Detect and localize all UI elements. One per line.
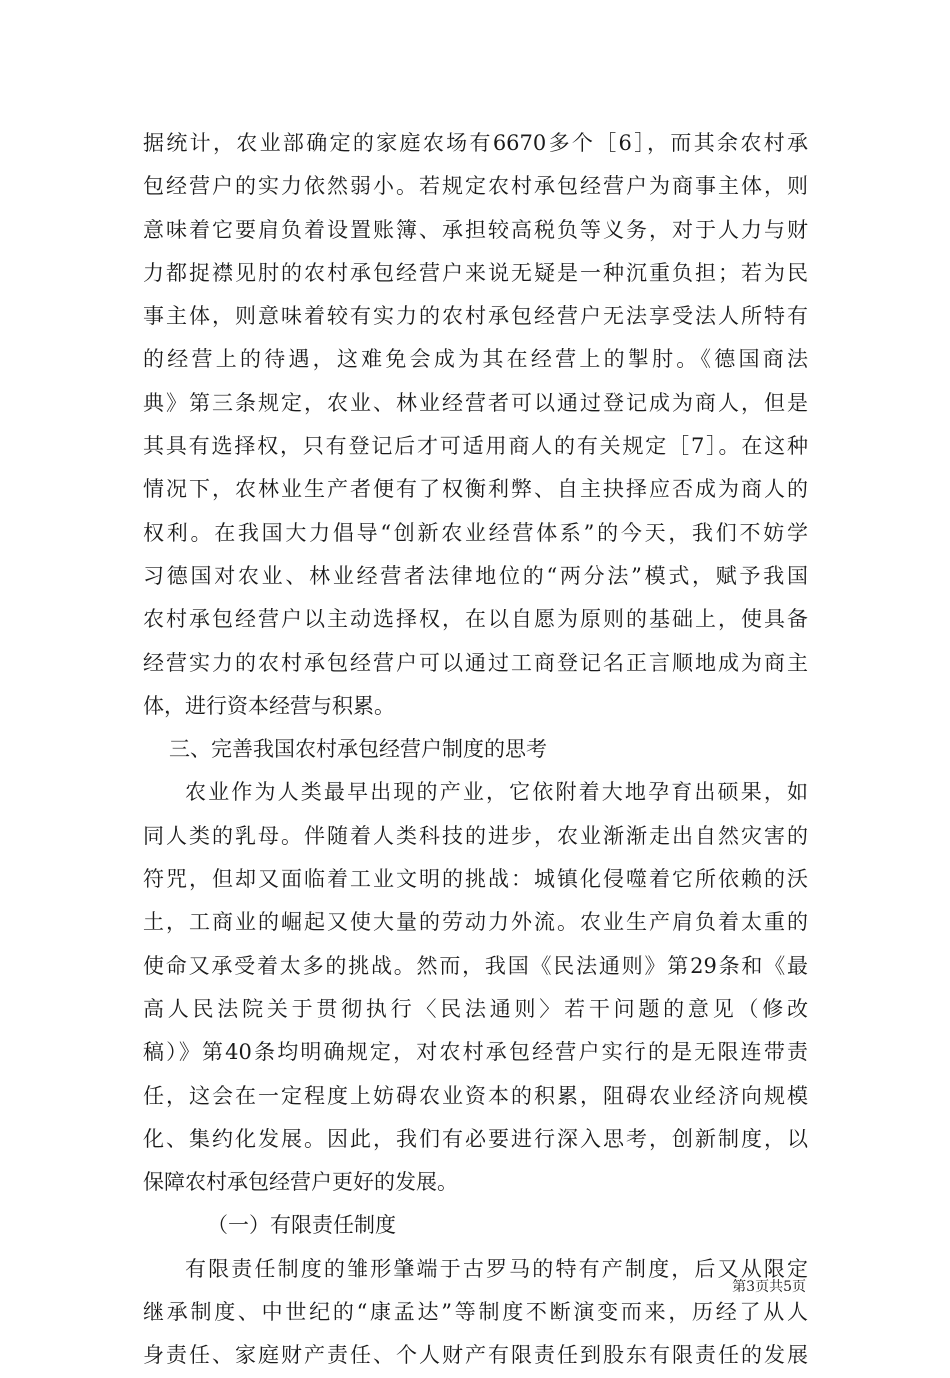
- text-line: 典》第三条规定，农业、林业经营者可以通过登记成为商人，但是: [143, 390, 808, 415]
- page-number: 第3页共5页: [732, 1279, 806, 1295]
- text-line: 有限责任制度的雏形肇端于古罗马的特有产制度，后又从限定: [185, 1256, 808, 1281]
- subsection-heading: （一）有限责任制度: [207, 1213, 396, 1238]
- text-line: 体，进行资本经营与积累。: [143, 693, 395, 718]
- text-line: 任，这会在一定程度上妨碍农业资本的积累，阻碍农业经济向规模: [143, 1083, 808, 1108]
- section-heading: 三、完善我国农村承包经营户制度的思考: [169, 737, 547, 762]
- text-line: 事主体，则意味着较有实力的农村承包经营户无法享受法人所特有: [143, 304, 808, 329]
- text-line: 保障农村承包经营户更好的发展。: [143, 1170, 458, 1195]
- text-line: 力都捉襟见肘的农村承包经营户来说无疑是一种沉重负担；若为民: [143, 260, 808, 285]
- text-line: 据统计，农业部确定的家庭农场有6670多个［6］，而其余农村承: [143, 131, 808, 155]
- text-line: 继承制度、中世纪的“康孟达”等制度不断演变而来，历经了从人: [143, 1300, 808, 1325]
- text-line: 经营实力的农村承包经营户可以通过工商登记名正言顺地成为商主: [143, 650, 808, 675]
- text-line: 情况下，农林业生产者便有了权衡利弊、自主抉择应否成为商人的: [143, 477, 808, 502]
- text-line: 使命又承受着太多的挑战。然而，我国《民法通则》第29条和《最: [143, 953, 808, 978]
- text-line: 农业作为人类最早出现的产业，它依附着大地孕育出硕果，如: [185, 780, 808, 805]
- text-line: 权利。在我国大力倡导“创新农业经营体系”的今天，我们不妨学: [143, 520, 808, 545]
- text-line: 土，工商业的崛起又使大量的劳动力外流。农业生产肩负着太重的: [143, 910, 808, 935]
- text-line: 高人民法院关于贯彻执行〈民法通则〉若干问题的意见（修改: [143, 996, 808, 1021]
- text-line: 化、集约化发展。因此，我们有必要进行深入思考，创新制度，以: [143, 1126, 808, 1151]
- text-line: 包经营户的实力依然弱小。若规定农村承包经营户为商事主体，则: [143, 174, 808, 199]
- text-line: 习德国对农业、林业经营者法律地位的“两分法”模式，赋予我国: [143, 563, 808, 588]
- text-line: 的经营上的待遇，这难免会成为其在经营上的掣肘。《德国商法: [143, 347, 808, 372]
- text-line: 意味着它要肩负着设置账簿、承担较高税负等义务，对于人力与财: [143, 217, 808, 242]
- text-line: 其具有选择权，只有登记后才可适用商人的有关规定［7］。在这种: [143, 434, 808, 459]
- text-line: 同人类的乳母。伴随着人类科技的进步，农业渐渐走出自然灾害的: [143, 823, 808, 848]
- text-line: 农村承包经营户以主动选择权，在以自愿为原则的基础上，使具备: [143, 607, 808, 632]
- text-line: 符咒，但却又面临着工业文明的挑战：城镇化侵噬着它所依赖的沃: [143, 867, 808, 892]
- text-line: 稿）》第40条均明确规定，对农村承包经营户实行的是无限连带责: [143, 1040, 808, 1065]
- body-text: [143, 122, 808, 1378]
- text-line: 身责任、家庭财产责任、个人财产有限责任到股东有限责任的发展: [143, 1343, 808, 1368]
